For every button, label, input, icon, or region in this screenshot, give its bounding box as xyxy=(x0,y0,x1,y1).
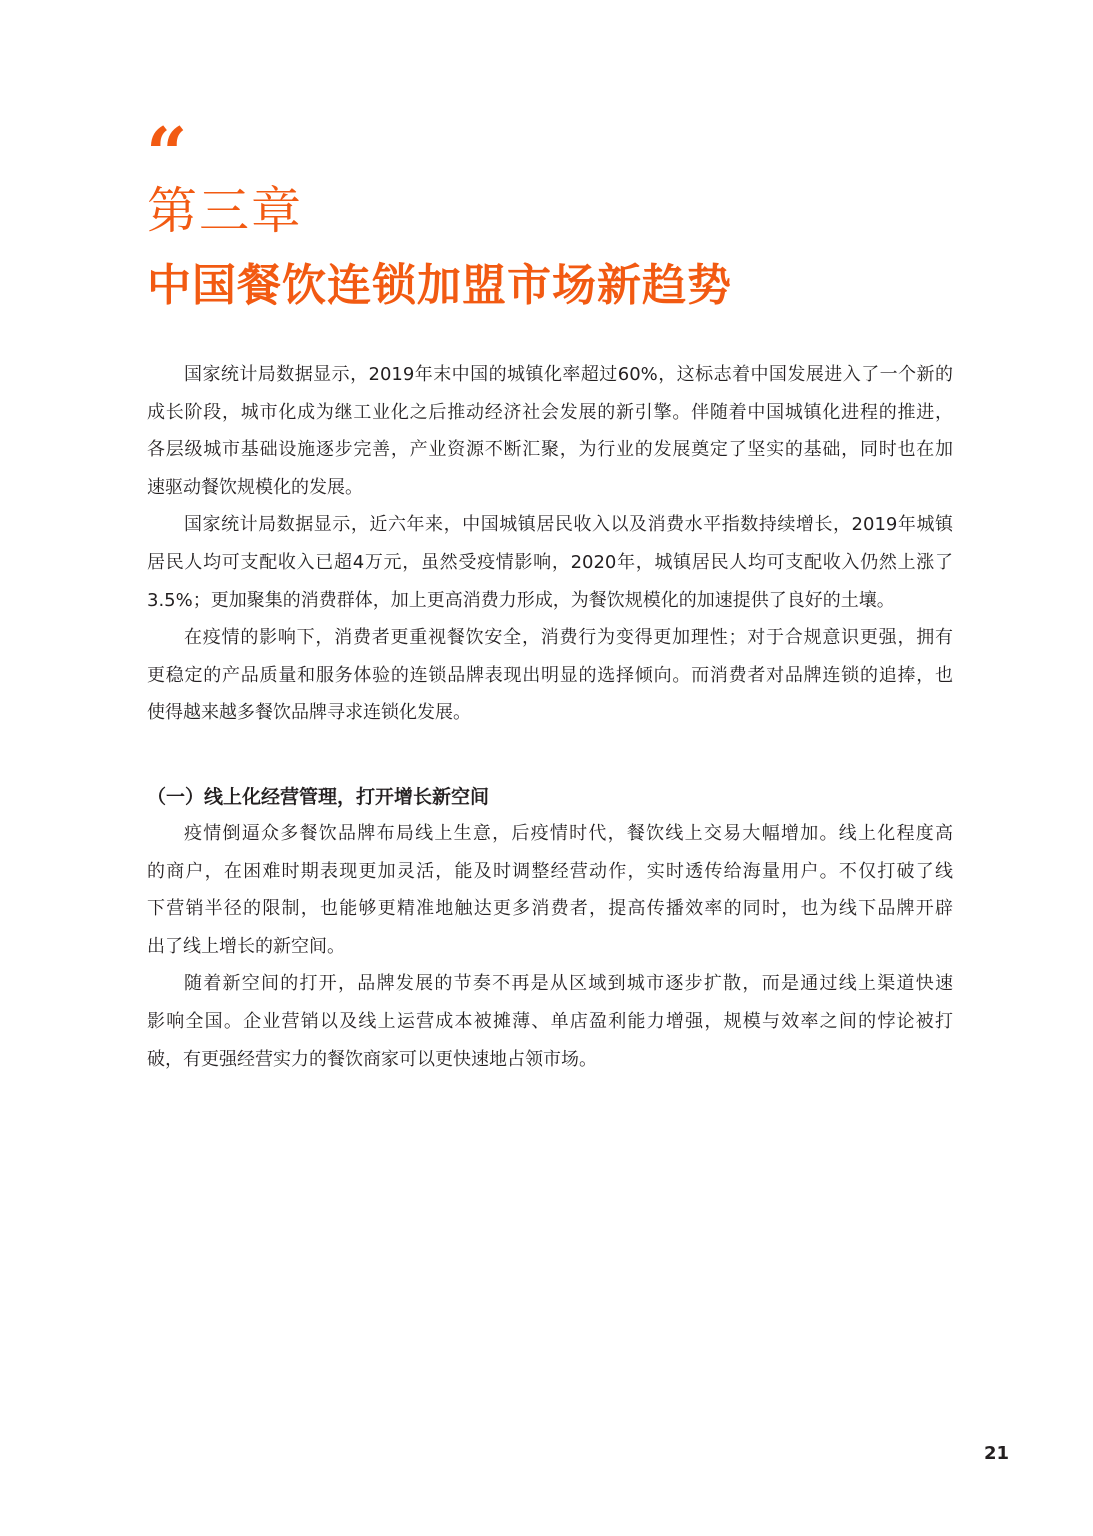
section-text xyxy=(147,815,953,1078)
paragraph-line: 疫情倒逼众多餐饮品牌布局线上生意，后疫情时代，餐饮线上交易大幅增加。线上化程度高 xyxy=(184,823,953,844)
chapter-label: 第三章 xyxy=(147,182,303,240)
paragraph-line: 各层级城市基础设施逐步完善，产业资源不断汇聚，为行业的发展奠定了坚实的基础，同时也在加 xyxy=(147,439,953,461)
paragraph-line: 破，有更强经营实力的餐饮商家可以更快速地占领市场。 xyxy=(147,1048,597,1070)
paragraph-line: 下营销半径的限制，也能够更精准地触达更多消费者，提高传播效率的同时，也为线下品牌开辟 xyxy=(147,898,953,920)
paragraph-line: 国家统计局数据显示，近六年来，中国城镇居民收入以及消费水平指数持续增长，2019年城镇 xyxy=(184,514,953,536)
page-number: 21 xyxy=(984,1443,1010,1464)
paragraph-line: 使得越来越多餐饮品牌寻求连锁化发展。 xyxy=(147,702,471,724)
paragraph-line: 居民人均可支配收入已超4万元，虽然受疫情影响，2020年，城镇居民人均可支配收入仍然上涨了 xyxy=(147,551,953,573)
paragraph-line: 随着新空间的打开，品牌发展的节奏不再是从区域到城市逐步扩散，而是通过线上渠道快速 xyxy=(184,973,953,995)
quote-mark-icon: “ xyxy=(146,111,188,196)
paragraph-line: 更稳定的产品质量和服务体验的连锁品牌表现出明显的选择倾向。而消费者对品牌连锁的追捧，也 xyxy=(147,664,953,686)
paragraph-line: 国家统计局数据显示，2019年末中国的城镇化率超过60%，这标志着中国发展进入了一个新的 xyxy=(184,364,953,385)
intro-text xyxy=(147,356,953,732)
paragraph-line: 3.5%；更加聚集的消费群体，加上更高消费力形成，为餐饮规模化的加速提供了良好的土壤。 xyxy=(147,589,895,611)
paragraph-line: 的商户，在困难时期表现更加灵活，能及时调整经营动作，实时透传给海量用户。不仅打破了线 xyxy=(147,860,953,882)
paragraph-line: 出了线上增长的新空间。 xyxy=(147,935,345,957)
section-heading: （一）线上化经营管理，打开增长新空间 xyxy=(147,786,490,808)
paragraph-line: 速驱动餐饮规模化的发展。 xyxy=(147,476,363,498)
paragraph-line: 成长阶段，城市化成为继工业化之后推动经济社会发展的新引擎。伴随着中国城镇化进程的推进， xyxy=(147,401,953,423)
paragraph-line: 在疫情的影响下，消费者更重视餐饮安全，消费行为变得更加理性；对于合规意识更强，拥有 xyxy=(184,627,953,649)
chapter-title: 中国餐饮连锁加盟市场新趋势 xyxy=(147,260,732,311)
paragraph-line: 影响全国。企业营销以及线上运营成本被摊薄、单店盈利能力增强，规模与效率之间的悖论被打 xyxy=(147,1010,953,1032)
